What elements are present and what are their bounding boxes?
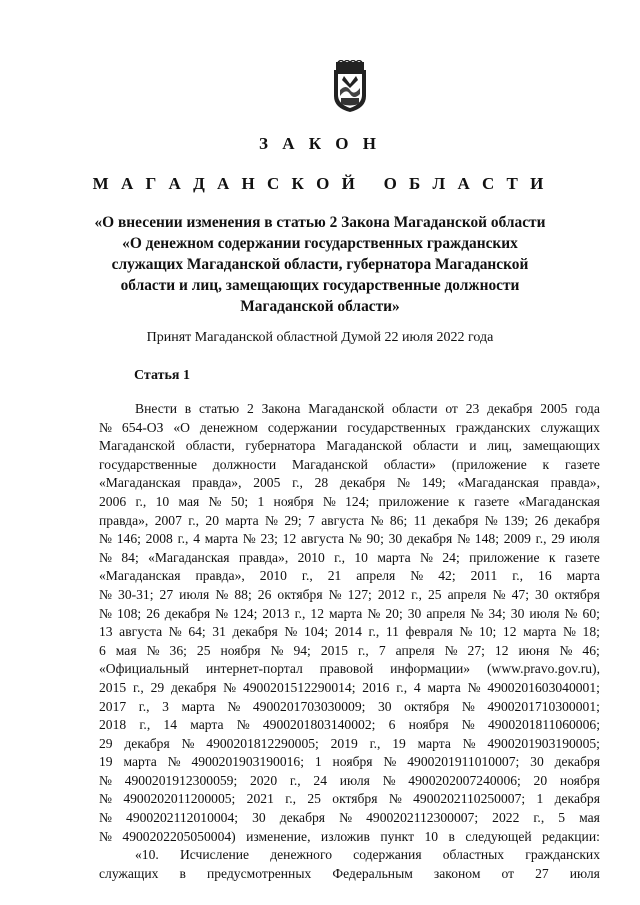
law-heading: [60, 212, 580, 317]
body-line: 6 мая № 36; 25 ноября № 94; 2015 г., 7 апреля № 27; 12 июня № 46;: [99, 642, 600, 658]
body-line: № 4900201912300059; 2020 г., 24 июля № 4900202007240006; 20 ноября: [99, 772, 600, 788]
coat-of-arms-icon: [328, 60, 372, 114]
heading-line: служащих Магаданской области, губернатора Магаданской: [111, 256, 529, 273]
body-line: 13 августа № 64; 31 декабря № 104; 2014 г., 11 февраля № 10; 12 марта № 18;: [99, 624, 600, 640]
article-heading: Статья 1: [134, 368, 190, 383]
body-line: «Магаданская правда», 2010 г., 21 апреля № 42; 2011 г., 16 марта: [99, 568, 600, 584]
body-line: 2015 г., 29 декабря № 4900201512290014; 2016 г., 4 марта № 4900201603040001;: [99, 679, 600, 695]
body-line: № 146; 2008 г., 4 марта № 23; 12 августа № 90; 30 декабря № 148; 2009 г., 29 июля: [99, 531, 600, 547]
article-body: [99, 400, 600, 883]
document-title: З А К О Н: [258, 134, 382, 153]
body-line: № 84; «Магаданская правда», 2010 г., 10 марта № 24; приложение к газете: [99, 549, 600, 565]
body-line: Внести в статью 2 Закона Магаданской области от 23 декабря 2005 года: [135, 401, 600, 416]
body-line: Магаданской области, губернатора Магаданской области и лиц, замещающих: [99, 438, 600, 454]
adoption-note: Принят Магаданской областной Думой 22 июля 2022 года: [146, 330, 494, 345]
body-line: 29 декабря № 4900201812290005; 2019 г., 19 марта № 4900201903190005;: [99, 735, 600, 751]
heading-line: Магаданской области»: [240, 298, 400, 315]
document-subtitle: М А Г А Д А Н С К О Й О Б Л А С Т И: [92, 174, 548, 193]
body-line: № 108; 26 декабря № 124; 2013 г., 12 марта № 20; 30 апреля № 34; 30 июля № 60;: [99, 605, 600, 621]
body-line: № 30-31; 27 июля № 88; 26 октября № 127; 2012 г., 25 апреля № 47; 30 октября: [99, 586, 600, 602]
body-line: 2018 г., 14 марта № 4900201803140002; 6 ноября № 4900201811060006;: [99, 717, 600, 733]
body-line: 2017 г., 3 марта № 4900201703030009; 30 октября № 4900201710300001;: [99, 698, 600, 714]
body-line: 2006 г., 10 мая № 50; 1 ноября № 124; приложение к газете «Магаданская: [99, 493, 600, 509]
body-line: «Официальный интернет-портал правовой информации» (www.pravo.gov.ru),: [99, 661, 600, 677]
body-line: № 4900202011200005; 2021 г., 25 октября № 4900202110250007; 1 декабря: [99, 791, 600, 807]
body-line: № 654-ОЗ «О денежном содержании государственных гражданских служащих: [99, 419, 600, 435]
heading-line: области и лиц, замещающих государственные должности: [120, 277, 520, 294]
body-line: служащих в предусмотренных Федеральным законом от 27 июля: [99, 865, 600, 881]
body-line: № 4900202205050004) изменение, изложив пункт 10 в следующей редакции:: [99, 828, 600, 844]
heading-line: «О внесении изменения в статью 2 Закона Магаданской области: [94, 214, 546, 231]
body-line: «10. Исчисление денежного содержания областных гражданских: [135, 847, 600, 863]
body-line: правда», 2007 г., 20 марта № 29; 7 августа № 86; 11 декабря № 139; 26 декабря: [99, 512, 600, 528]
body-line: 19 марта № 4900201903190016; 1 ноября № 4900201911010007; 30 декабря: [99, 754, 600, 770]
body-line: № 4900202112010004; 30 декабря № 4900202112300007; 2022 г., 5 мая: [99, 810, 600, 826]
body-line: «Магаданская правда», 2005 г., 28 декабря № 149; «Магаданская правда»,: [99, 475, 600, 491]
body-line: государственные должности Магаданской области» (приложение к газете: [99, 456, 600, 472]
heading-line: «О денежном содержании государственных гражданских: [122, 235, 518, 252]
